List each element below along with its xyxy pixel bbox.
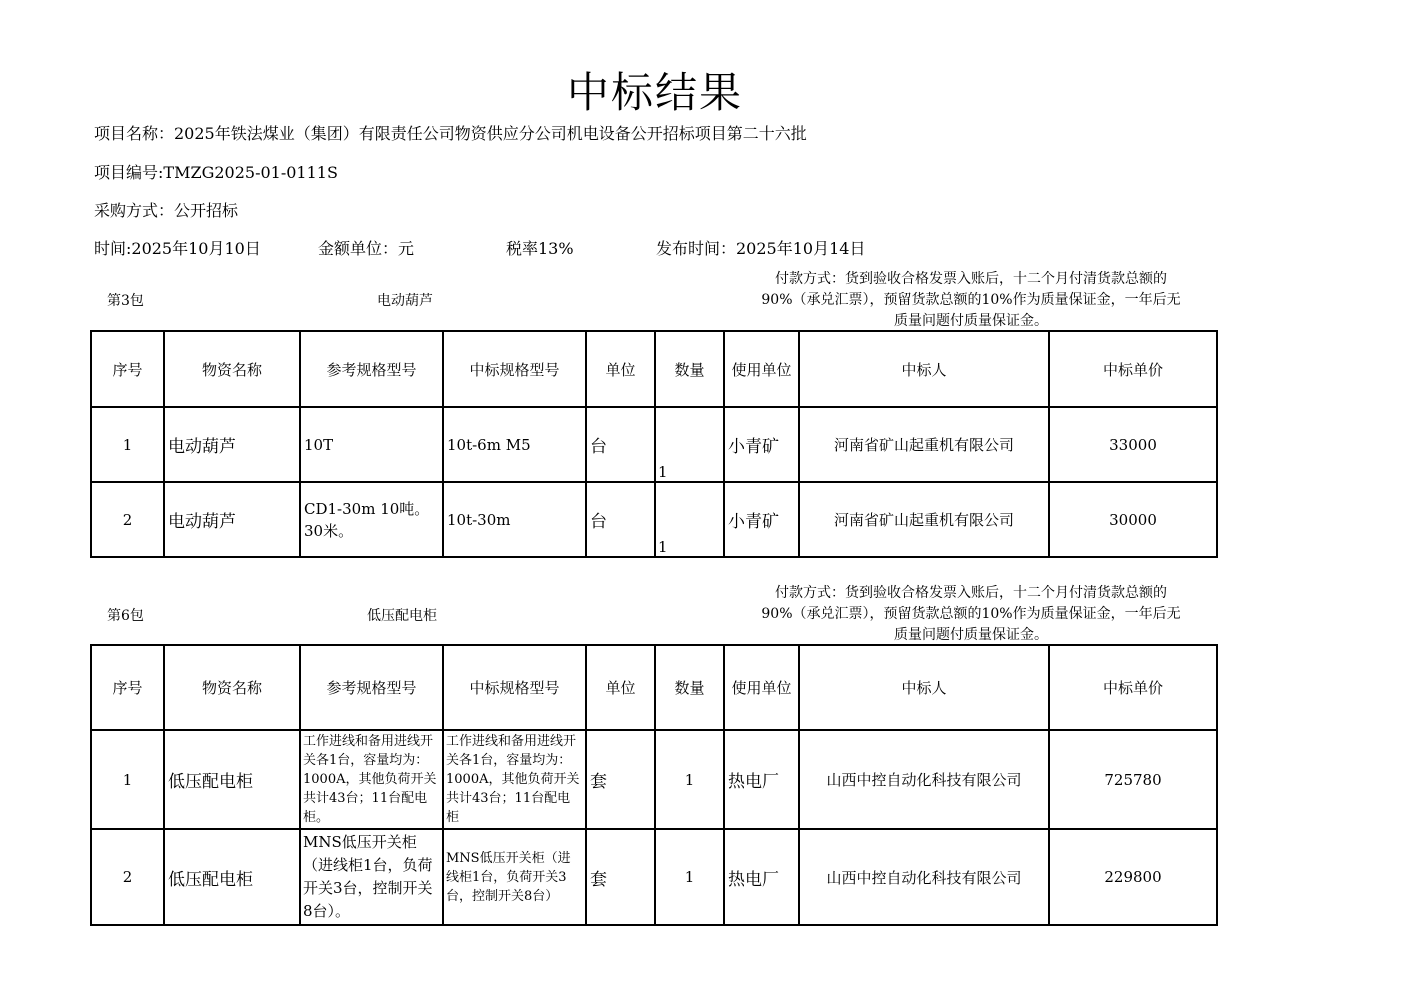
project-name: 项目名称：2025年铁法煤业（集团）有限责任公司物资供应分公司机电设备公开招标项目第二十六批 bbox=[94, 124, 807, 143]
cell-no: 2 bbox=[91, 482, 164, 557]
cell-ref-spec: CD1-30m 10吨。30米。 bbox=[300, 482, 443, 557]
cell-bid-spec: 工作进线和备用进线开关各1台，容量均为：1000A，其他负荷开关共计43台；11台配电柜 bbox=[443, 730, 586, 829]
table-header bbox=[91, 645, 1217, 730]
amount-unit: 金额单位：元 bbox=[318, 239, 415, 258]
header-cell: 序号 bbox=[91, 331, 164, 407]
cell-no: 1 bbox=[91, 407, 164, 482]
cell-user: 热电厂 bbox=[724, 730, 799, 829]
header-cell: 序号 bbox=[91, 645, 164, 730]
payment-terms bbox=[726, 583, 1216, 646]
package-name: 电动葫芦 bbox=[377, 293, 433, 309]
header-cell: 中标规格型号 bbox=[443, 331, 586, 407]
procurement-method: 采购方式：公开招标 bbox=[94, 201, 239, 220]
table-header bbox=[91, 331, 1217, 407]
header-cell: 中标人 bbox=[799, 331, 1049, 407]
header-cell: 参考规格型号 bbox=[300, 331, 443, 407]
cell-unit: 台 bbox=[586, 407, 655, 482]
cell-user: 小青矿 bbox=[724, 482, 799, 557]
cell-price: 30000 bbox=[1049, 482, 1217, 557]
cell-winner: 河南省矿山起重机有限公司 bbox=[799, 482, 1049, 557]
payment-terms bbox=[726, 269, 1216, 332]
cell-qty: 1 bbox=[655, 407, 724, 482]
cell-bid-spec: MNS低压开关柜（进线柜1台，负荷开关3台，控制开关8台） bbox=[443, 829, 586, 925]
cell-unit: 套 bbox=[586, 829, 655, 925]
header-cell: 中标单价 bbox=[1049, 331, 1217, 407]
cell-winner: 山西中控自动化科技有限公司 bbox=[799, 829, 1049, 925]
cell-item: 电动葫芦 bbox=[164, 482, 300, 557]
table-row bbox=[91, 829, 1217, 925]
header-cell: 数量 bbox=[655, 331, 724, 407]
cell-qty: 1 bbox=[655, 482, 724, 557]
cell-price: 725780 bbox=[1049, 730, 1217, 829]
cell-qty: 1 bbox=[655, 829, 724, 925]
cell-item: 低压配电柜 bbox=[164, 730, 300, 829]
payment-line: 质量问题付质量保证金。 bbox=[894, 313, 1048, 329]
payment-line: 质量问题付质量保证金。 bbox=[894, 627, 1048, 643]
cell-item: 低压配电柜 bbox=[164, 829, 300, 925]
cell-price: 229800 bbox=[1049, 829, 1217, 925]
header-cell: 物资名称 bbox=[164, 331, 300, 407]
cell-no: 1 bbox=[91, 730, 164, 829]
payment-line: 90%（承兑汇票），预留货款总额的10%作为质量保证金，一年后无 bbox=[761, 606, 1181, 622]
tax-rate: 税率13% bbox=[506, 239, 574, 258]
cell-qty: 1 bbox=[655, 730, 724, 829]
header-cell: 使用单位 bbox=[724, 645, 799, 730]
header-cell: 中标单价 bbox=[1049, 645, 1217, 730]
package-name: 低压配电柜 bbox=[367, 608, 437, 624]
payment-line: 付款方式：货到验收合格发票入账后，十二个月付清货款总额的 bbox=[775, 271, 1167, 287]
header-cell: 物资名称 bbox=[164, 645, 300, 730]
cell-unit: 套 bbox=[586, 730, 655, 829]
table-row bbox=[91, 407, 1217, 482]
cell-ref-spec: 工作进线和备用进线开关各1台，容量均为：1000A，其他负荷开关共计43台；11台配电柜。 bbox=[300, 730, 443, 829]
table-row bbox=[91, 730, 1217, 829]
header-cell: 单位 bbox=[586, 331, 655, 407]
header-cell: 参考规格型号 bbox=[300, 645, 443, 730]
package-label: 第3包 bbox=[107, 293, 144, 309]
cell-bid-spec: 10t-30m bbox=[443, 482, 586, 557]
project-number: 项目编号:TMZG2025-01-0111S bbox=[94, 163, 338, 182]
result-table bbox=[90, 330, 1218, 558]
date: 时间:2025年10月10日 bbox=[94, 239, 261, 258]
cell-unit: 台 bbox=[586, 482, 655, 557]
cell-winner: 河南省矿山起重机有限公司 bbox=[799, 407, 1049, 482]
header-cell: 中标规格型号 bbox=[443, 645, 586, 730]
cell-ref-spec: MNS低压开关柜（进线柜1台，负荷开关3台，控制开关8台）。 bbox=[300, 829, 443, 925]
header-cell: 单位 bbox=[586, 645, 655, 730]
cell-bid-spec: 10t-6m M5 bbox=[443, 407, 586, 482]
cell-ref-spec: 10T bbox=[300, 407, 443, 482]
payment-line: 90%（承兑汇票），预留货款总额的10%作为质量保证金，一年后无 bbox=[761, 292, 1181, 308]
cell-price: 33000 bbox=[1049, 407, 1217, 482]
page-title: 中标结果 bbox=[566, 68, 743, 117]
package-label: 第6包 bbox=[107, 608, 144, 624]
cell-user: 小青矿 bbox=[724, 407, 799, 482]
cell-user: 热电厂 bbox=[724, 829, 799, 925]
cell-no: 2 bbox=[91, 829, 164, 925]
cell-item: 电动葫芦 bbox=[164, 407, 300, 482]
cell-winner: 山西中控自动化科技有限公司 bbox=[799, 730, 1049, 829]
result-table bbox=[90, 644, 1218, 926]
table-row bbox=[91, 482, 1217, 557]
header-cell: 数量 bbox=[655, 645, 724, 730]
payment-line: 付款方式：货到验收合格发票入账后，十二个月付清货款总额的 bbox=[775, 585, 1167, 601]
header-cell: 使用单位 bbox=[724, 331, 799, 407]
publish-date: 发布时间：2025年10月14日 bbox=[656, 239, 866, 258]
header-cell: 中标人 bbox=[799, 645, 1049, 730]
